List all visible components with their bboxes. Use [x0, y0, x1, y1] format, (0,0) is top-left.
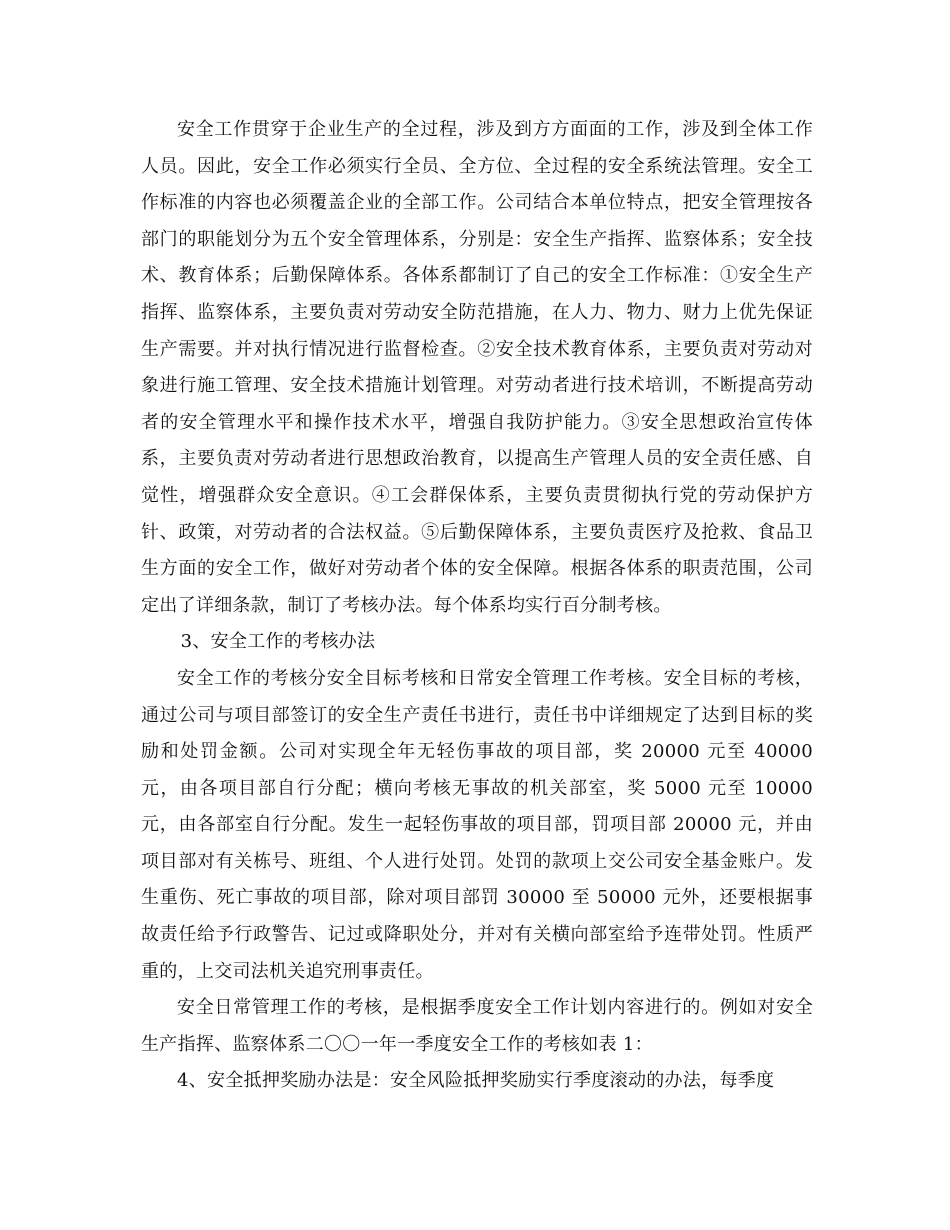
document-body [141, 112, 813, 1100]
paragraph-daily-management-assessment: 安全日常管理工作的考核，是根据季度安全工作计划内容进行的。例如对安全生产指挥、监察体系二〇〇一年一季度安全工作的考核如表 1： [141, 997, 813, 1055]
paragraph-mortgage-reward: 4、安全抵押奖励办法是：安全风险抵押奖励实行季度滚动的办法，每季度 [177, 1070, 775, 1092]
paragraph-safety-systems: 安全工作贯穿于企业生产的全过程，涉及到方方面面的工作，涉及到全体工作人员。因此，安全工作必须实行全员、全方位、全过程的安全系统法管理。安全工作标准的内容也必须覆盖企业的全部工作。公司结合本单位特点，把安全管理按各部门的职能划分为五个安全管理体系，分别是：安全生产指挥、监察体系；安全技术、教育体系；后勤保障体系。各体系都制订了自己的安全工作标准：①安全生产指挥、监察体系，主要负责对劳动安全防范措施，在人力、物力、财力上优先保证生产需要。并对执行情况进行监督检查。②安全技术教育体系，主要负责对劳动对象进行施工管理、安全技术措施计划管理。对劳动者进行技术培训，不断提高劳动者的安全管理水平和操作技术水平，增强自我防护能力。③安全思想政治宣传体系，主要负责对劳动者进行思想政治教育，以提高生产管理人员的安全责任感、自觉性，增强群众安全意识。④工会群保体系，主要负责贯彻执行党的劳动保护方针、政策，对劳动者的合法权益。⑤后勤保障体系，主要负责医疗及抢救、食品卫生方面的安全工作，做好对劳动者个体的安全保障。根据各体系的职责范围，公司定出了详细条款，制订了考核办法。每个体系均实行百分制考核。 [141, 119, 813, 616]
paragraph-target-assessment: 安全工作的考核分安全目标考核和日常安全管理工作考核。安全目标的考核，通过公司与项目部签订的安全生产责任书进行，责任书中详细规定了达到目标的奖励和处罚金额。公司对实现全年无轻伤事故的项目部，奖 20000 元至 40000 元，由各项目部自行分配；横向考核无事故的机关部室，奖 5000 元至 10000 元，由各部室自行分配。发生一起轻伤事故的项目部，罚项目部 20000 元，并由项目部对有关栋号、班组、个人进行处罚。处罚的款项上交公司安全基金账户。发生重伤、死亡事故的项目部，除对项目部罚 30000 至 50000 元外，还要根据事故责任给予行政警告、记过或降职处分，并对有关横向部室给予连带处罚。性质严重的，上交司法机关追究刑事责任。 [141, 667, 813, 982]
section-heading-assessment-methods: 3、安全工作的考核办法 [180, 631, 376, 653]
